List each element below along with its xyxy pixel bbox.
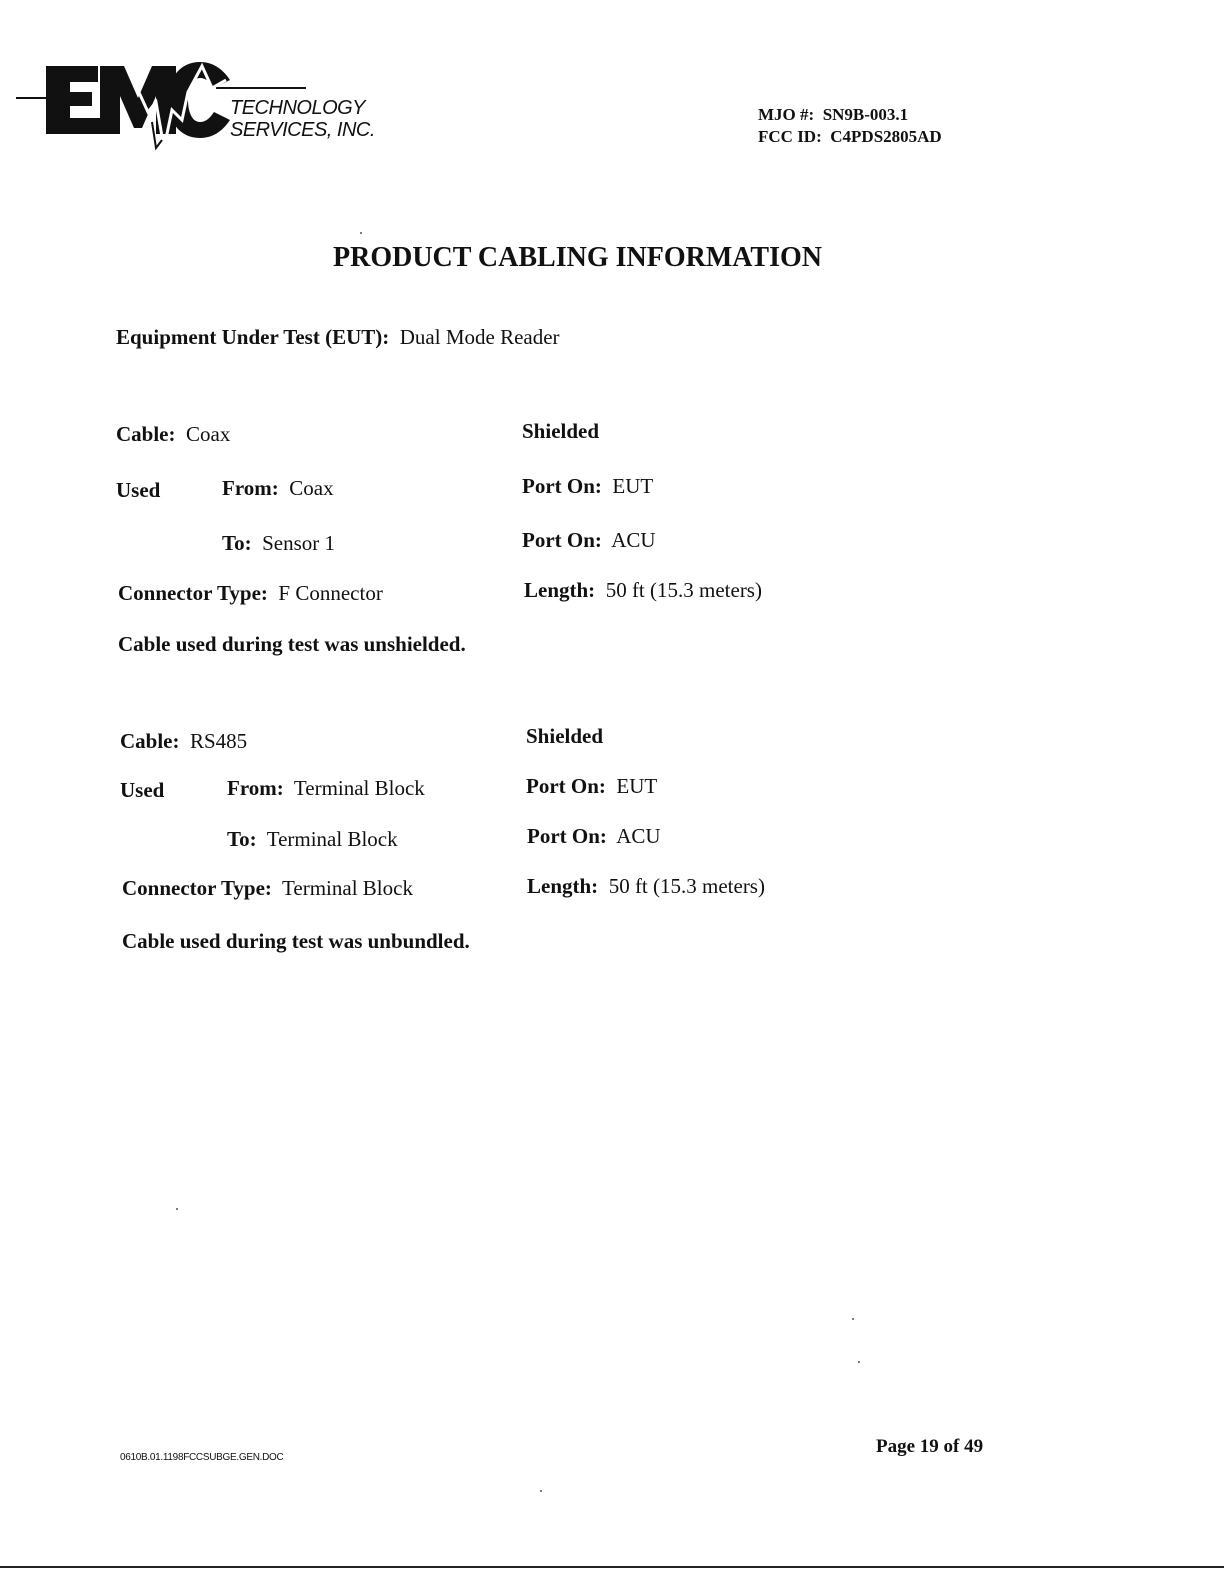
used-label: Used: [116, 478, 161, 502]
to-line: [222, 531, 335, 556]
length-line: [527, 874, 765, 899]
from-value: Coax: [289, 476, 334, 500]
port-value: ACU: [611, 528, 656, 552]
connector-line: [122, 876, 413, 901]
connector-label: Connector Type:: [118, 581, 268, 605]
page-bottom-rule: [0, 1566, 1224, 1568]
connector-value: Terminal Block: [282, 876, 413, 900]
eut-label: Equipment Under Test (EUT):: [116, 325, 390, 349]
cable-note: Cable used during test was unbundled.: [122, 929, 470, 953]
document-id: 0610B.01.1198FCCSUBGE.GEN.DOC: [120, 1452, 284, 1463]
cable-name: [120, 729, 247, 754]
length-label: Length:: [527, 874, 599, 898]
logo-line-2: SERVICES, INC.: [230, 119, 375, 141]
from-port-line: [522, 474, 653, 499]
length-value: 50 ft (15.3 meters): [608, 874, 765, 898]
fcc-id-value: C4PDS2805AD: [830, 127, 942, 146]
cable-name: [116, 422, 230, 447]
scan-speck: [360, 232, 362, 234]
mjo-label: MJO #:: [758, 105, 815, 124]
from-line: [222, 476, 334, 501]
port-label: Port On:: [527, 824, 607, 848]
eut-line: [116, 325, 560, 350]
connector-label: Connector Type:: [122, 876, 272, 900]
length-line: [524, 578, 762, 603]
port-label: Port On:: [522, 474, 602, 498]
to-port-line: [522, 528, 656, 553]
cable-value: Coax: [186, 422, 231, 446]
connector-line: [118, 581, 383, 606]
mjo-value: SN9B-003.1: [822, 105, 909, 124]
to-label: To:: [222, 531, 252, 555]
from-port-line: [526, 774, 657, 799]
to-line: [227, 827, 398, 852]
scan-speck: [858, 1361, 860, 1363]
company-logo: [16, 52, 386, 162]
scan-speck: [852, 1318, 854, 1320]
cable-value: RS485: [190, 729, 248, 753]
from-line: [227, 776, 425, 801]
cable-note: Cable used during test was unshielded.: [118, 632, 466, 656]
scan-speck: [540, 1490, 542, 1492]
page-number: Page 19 of 49: [876, 1436, 984, 1457]
port-value: ACU: [616, 824, 661, 848]
used-label: Used: [120, 778, 165, 802]
from-label: From:: [227, 776, 284, 800]
to-value: Sensor 1: [262, 531, 335, 555]
page-title: PRODUCT CABLING INFORMATION: [333, 242, 822, 273]
cable-label: Cable:: [120, 729, 180, 753]
eut-value: Dual Mode Reader: [399, 325, 560, 349]
from-value: Terminal Block: [293, 776, 425, 800]
fcc-id-line: [758, 127, 942, 147]
cable-label: Cable:: [116, 422, 176, 446]
to-value: Terminal Block: [266, 827, 398, 851]
shield-status: Shielded: [526, 724, 604, 748]
port-label: Port On:: [522, 528, 602, 552]
length-label: Length:: [524, 578, 596, 602]
mjo-line: [758, 105, 908, 125]
connector-value: F Connector: [278, 581, 383, 605]
from-label: From:: [222, 476, 279, 500]
logo-line-1: TECHNOLOGY: [230, 97, 366, 119]
port-value: EUT: [612, 474, 654, 498]
to-port-line: [527, 824, 661, 849]
port-label: Port On:: [526, 774, 606, 798]
shield-status: Shielded: [522, 419, 600, 443]
port-value: EUT: [616, 774, 658, 798]
fcc-id-label: FCC ID:: [758, 127, 822, 146]
length-value: 50 ft (15.3 meters): [605, 578, 762, 602]
to-label: To:: [227, 827, 257, 851]
scan-speck: [176, 1208, 178, 1210]
